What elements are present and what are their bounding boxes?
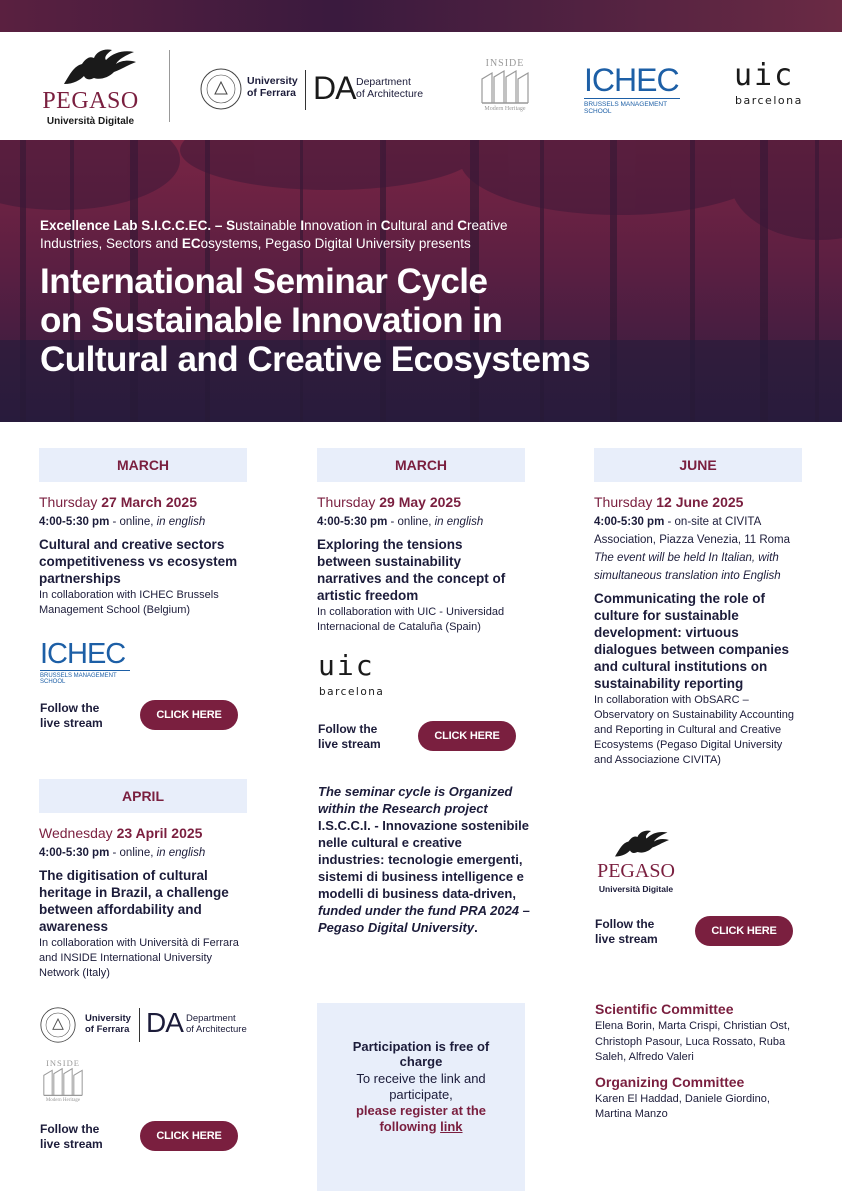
month-header: APRIL <box>39 779 247 813</box>
intro-word: reative <box>467 218 508 233</box>
event-mode: - on-site at CIVITA Association, Piazza Venezia, 11 Roma <box>594 516 791 546</box>
logo-divider <box>305 70 306 110</box>
register-text: please register at the following <box>355 1103 487 1134</box>
event-time <box>317 513 525 531</box>
intro-initial: I <box>300 218 305 233</box>
ichec-rule <box>584 98 680 99</box>
ferrara-name-2: of Ferrara <box>85 1024 130 1035</box>
date-value: 23 April 2025 <box>116 825 203 841</box>
pegaso-subtitle: Università Digitale <box>598 884 674 894</box>
ferrara-seal-icon <box>40 1007 76 1043</box>
ichec-wordmark: ICHEC <box>584 62 679 98</box>
intro-word: ustainable <box>235 218 301 233</box>
event-topic: Communicating the role of culture for sustainable development: virtuous dialogues between companies and cultural institutions on sustainability reporting <box>594 591 790 691</box>
page-title <box>40 262 760 379</box>
event-language: in english <box>156 847 206 859</box>
ferrara-seal-icon <box>200 68 242 110</box>
livestream-row-2 <box>318 721 528 753</box>
top-banner-strip <box>0 0 842 32</box>
ichec-event-logo <box>40 638 140 685</box>
participation-free: Participation is free of charge <box>352 1039 490 1069</box>
participation-register <box>346 1103 496 1135</box>
project-name: I.S.C.C.I. - Innovazione sostenibile nelle cultural e creative industries: tecnologie emergenti, sistemi di business intelligence e modelli di business data-driven, <box>318 818 529 901</box>
participation-box <box>317 1003 525 1191</box>
time-value: 4:00-5:30 pm <box>317 516 388 528</box>
ichec-subtitle: BRUSSELS MANAGEMENT SCHOOL <box>584 101 667 115</box>
intro-lab: Excellence Lab S.I.C.C.EC. – <box>40 218 227 233</box>
research-project-note <box>318 783 530 936</box>
livestream-row-1 <box>40 700 250 732</box>
committees <box>595 1001 805 1123</box>
uic-event-logo <box>318 649 388 701</box>
ichec-logo <box>584 62 684 115</box>
project-intro: The seminar cycle is Organized within the Research project <box>318 784 513 816</box>
title-line: Cultural and Creative Ecosystems <box>40 340 591 379</box>
uic-subtitle: barcelona <box>319 686 385 698</box>
weekday: Thursday <box>39 494 102 510</box>
hero-banner <box>0 140 842 422</box>
title-line: International Seminar Cycle <box>40 262 488 301</box>
livestream-row-3 <box>595 916 805 948</box>
event-mode: - online, <box>387 516 435 528</box>
title-line: on Sustainable Innovation in <box>40 301 503 340</box>
da-name-1: Department <box>186 1013 236 1024</box>
date-value: 27 March 2025 <box>101 494 197 510</box>
da-logo <box>313 70 443 112</box>
event-translation-note: The event will be held In Italian, with simultaneous translation into English <box>594 552 781 582</box>
event-card-2 <box>317 448 525 635</box>
organizing-committee-members: Karen El Haddad, Daniele Giordino, Martina Manzo <box>595 1092 770 1120</box>
event-time <box>594 513 799 549</box>
follow-label: Follow the live stream <box>595 917 658 946</box>
ichec-subtitle: BRUSSELS MANAGEMENT SCHOOL <box>40 673 117 685</box>
inside-subtitle: Modern Heritage <box>45 1098 81 1103</box>
da-name-2: of Architecture <box>186 1024 247 1035</box>
ferrara-event-logo <box>40 1007 260 1047</box>
follow-label: Follow the live stream <box>40 1122 103 1151</box>
inside-wordmark: INSIDE <box>46 1058 80 1068</box>
intro-word: nnovation in <box>304 218 381 233</box>
weekday: Wednesday <box>39 825 117 841</box>
pegasus-horse-icon <box>612 826 672 860</box>
ferrara-logo <box>200 68 310 112</box>
event-topic: Exploring the tensions between sustainability narratives and the concept of artistic freedom <box>317 537 506 603</box>
event-topic: The digitisation of cultural heritage in Brazil, a challenge between affordability and awareness <box>39 868 229 934</box>
inside-subtitle: Modern Heritage <box>484 106 526 112</box>
pegaso-logo <box>38 44 143 128</box>
event-date <box>39 494 247 510</box>
event-collaboration: In collaboration with Università di Ferrara and INSIDE International University Network (Italy) <box>39 937 239 979</box>
event-collaboration: In collaboration with UIC - Universidad Internacional de Cataluña (Spain) <box>317 606 505 633</box>
ferrara-name-1: University <box>85 1013 131 1024</box>
event-date <box>594 494 802 510</box>
livestream-row-4 <box>40 1121 250 1153</box>
da-letters: DA <box>313 70 356 106</box>
ferrara-name-1: University <box>247 75 298 87</box>
inside-logo <box>478 58 532 114</box>
date-value: 12 June 2025 <box>656 494 744 510</box>
da-name-2: of Architecture <box>356 88 424 100</box>
inside-building-icon <box>480 69 530 105</box>
da-name-1: Department <box>356 76 411 88</box>
project-funding: funded under the fund PRA 2024 – Pegaso Digital University <box>318 903 530 935</box>
date-value: 29 May 2025 <box>379 494 461 510</box>
logo-divider <box>169 50 170 122</box>
intro-initial: S <box>226 218 236 233</box>
weekday: Thursday <box>317 494 380 510</box>
event-language: in english <box>434 516 484 528</box>
intro-word: ultural and <box>390 218 458 233</box>
month-header: JUNE <box>594 448 802 482</box>
month-header: MARCH <box>39 448 247 482</box>
register-link[interactable]: link <box>440 1119 463 1134</box>
intro-initial: C <box>380 218 391 233</box>
pegasus-horse-icon <box>60 44 140 88</box>
ferrara-name-2: of Ferrara <box>247 87 297 99</box>
event-card-4 <box>39 779 247 981</box>
time-value: 4:00-5:30 pm <box>594 516 665 528</box>
inside-building-icon <box>42 1067 84 1097</box>
event-collaboration: In collaboration with ICHEC Brussels Management School (Belgium) <box>39 589 219 616</box>
scientific-committee-title: Scientific Committee <box>595 1001 734 1017</box>
inside-wordmark: INSIDE <box>485 58 525 69</box>
click-here-button[interactable]: CLICK HERE <box>140 700 238 730</box>
event-collaboration: In collaboration with ObSARC – Observatory on Sustainability Accounting and Reporting in Cultural and Creative Ecosystems (Pegaso Digital University and Associazione CIVITA) <box>594 694 794 766</box>
uic-subtitle: barcelona <box>735 94 803 107</box>
pegaso-wordmark: PEGASO <box>42 88 139 114</box>
time-value: 4:00-5:30 pm <box>39 516 110 528</box>
inside-event-logo <box>40 1058 86 1106</box>
event-date <box>39 825 247 841</box>
event-card-1 <box>39 448 247 618</box>
pegaso-event-logo <box>594 826 684 896</box>
event-mode: - online, <box>109 847 157 859</box>
event-mode: - online, <box>109 516 157 528</box>
uic-wordmark: uic <box>734 58 795 93</box>
follow-label: Follow the live stream <box>318 722 381 751</box>
event-topic: Cultural and creative sectors competitiveness vs ecosystem partnerships <box>39 537 238 586</box>
click-here-button[interactable]: CLICK HERE <box>418 721 516 751</box>
uic-logo <box>734 58 804 112</box>
partner-logos-row <box>0 32 842 140</box>
ichec-wordmark: ICHEC <box>40 638 126 670</box>
ichec-rule <box>40 670 130 671</box>
intro-word: Industries, Sectors and <box>40 236 182 251</box>
project-end: . <box>474 920 478 935</box>
event-date <box>317 494 525 510</box>
time-value: 4:00-5:30 pm <box>39 847 110 859</box>
intro-initial: C <box>457 218 468 233</box>
hero-intro <box>40 217 560 253</box>
month-header: MARCH <box>317 448 525 482</box>
click-here-button[interactable]: CLICK HERE <box>695 916 793 946</box>
intro-initial: EC <box>181 236 201 251</box>
organizing-committee-title: Organizing Committee <box>595 1073 745 1090</box>
uic-wordmark: uic <box>318 649 375 682</box>
follow-label: Follow the live stream <box>40 701 103 730</box>
scientific-committee-members: Elena Borin, Marta Crispi, Christian Ost, Christoph Pasour, Luca Rossato, Ruba Saleh, Alfredo Valeri <box>595 1020 791 1063</box>
event-language: in english <box>156 516 206 528</box>
participation-info: To receive the link and participate, <box>356 1071 486 1102</box>
da-letters: DA <box>146 1007 183 1038</box>
event-time <box>39 844 247 862</box>
intro-word: osystems, Pegaso Digital University presents <box>200 236 471 251</box>
weekday: Thursday <box>594 494 657 510</box>
pegaso-wordmark: PEGASO <box>597 860 675 882</box>
event-card-3 <box>594 448 802 768</box>
logo-divider <box>139 1008 140 1042</box>
click-here-button[interactable]: CLICK HERE <box>140 1121 238 1151</box>
event-time <box>39 513 247 531</box>
pegaso-subtitle: Università Digitale <box>46 116 135 127</box>
